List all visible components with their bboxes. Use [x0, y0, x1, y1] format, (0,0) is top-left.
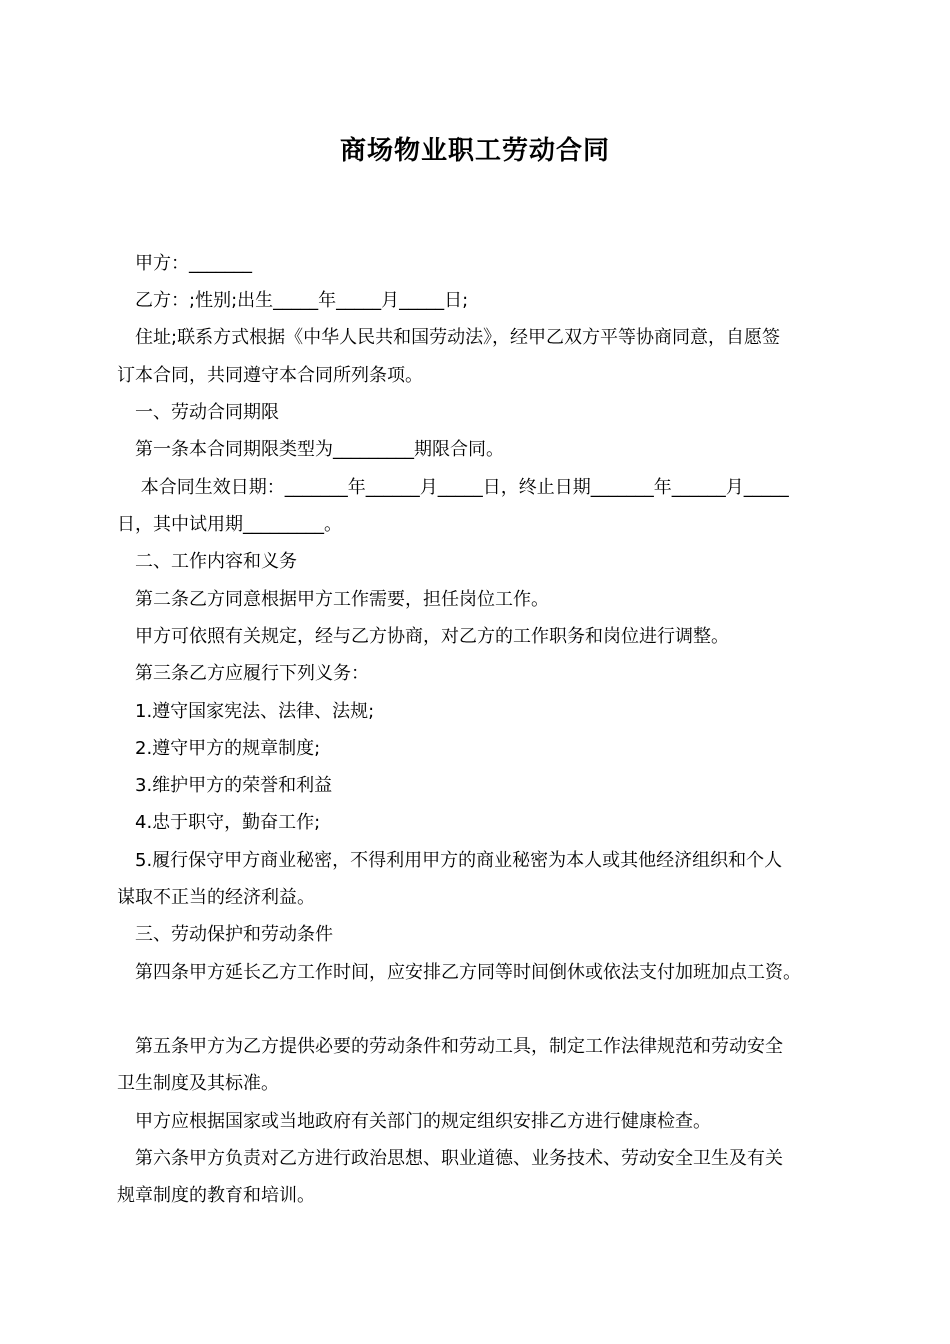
list-item: 4.忠于职守，勤奋工作; [135, 812, 321, 833]
article-2: 第二条乙方同意根据甲方工作需要，担任岗位工作。 [135, 589, 549, 610]
article-1: 第一条本合同期限类型为_________期限合同。 [135, 439, 504, 460]
article-5-cont: 卫生制度及其标准。 [117, 1073, 279, 1094]
article-4: 第四条甲方延长乙方工作时间，应安排乙方同等时间倒休或依法支付加班加点工资。 [135, 962, 801, 983]
list-item: 2.遵守甲方的规章制度; [135, 738, 321, 759]
list-item-cont: 谋取不正当的经济利益。 [117, 887, 315, 908]
address-line: 住址;联系方式根据《中华人民共和国劳动法》，经甲乙双方平等协商同意，自愿签 [135, 327, 781, 348]
article-6-cont: 规章制度的教育和培训。 [117, 1185, 315, 1206]
party-a-line: 甲方：_______ [135, 253, 252, 274]
article-5-para: 甲方应根据国家或当地政府有关部门的规定组织安排乙方进行健康检查。 [135, 1111, 711, 1132]
party-b-line: 乙方：;性别;出生_____年_____月_____日; [135, 290, 469, 311]
address-line-cont: 订本合同，共同遵守本合同所列条项。 [117, 365, 423, 386]
document-title: 商场物业职工劳动合同 [339, 136, 610, 166]
effective-date-line-cont: 日，其中试用期_________。 [117, 514, 342, 535]
article-5: 第五条甲方为乙方提供必要的劳动条件和劳动工具，制定工作法律规范和劳动安全 [135, 1036, 783, 1057]
list-item: 3.维护甲方的荣誉和利益 [135, 775, 333, 796]
list-item: 5.履行保守甲方商业秘密，不得利用甲方的商业秘密为本人或其他经济组织和个人 [135, 850, 783, 871]
effective-date-line: 本合同生效日期：_______年______月_____日，终止日期_______年______月_____ [135, 477, 789, 498]
article-2-para: 甲方可依照有关规定，经与乙方协商，对乙方的工作职务和岗位进行调整。 [135, 626, 729, 647]
section-heading-2: 二、工作内容和义务 [135, 551, 297, 572]
article-6: 第六条甲方负责对乙方进行政治思想、职业道德、业务技术、劳动安全卫生及有关 [135, 1148, 783, 1169]
list-item: 1.遵守国家宪法、法律、法规; [135, 701, 375, 722]
article-3: 第三条乙方应履行下列义务： [135, 663, 369, 684]
section-heading-1: 一、劳动合同期限 [135, 402, 279, 423]
section-heading-3: 三、劳动保护和劳动条件 [135, 924, 333, 945]
